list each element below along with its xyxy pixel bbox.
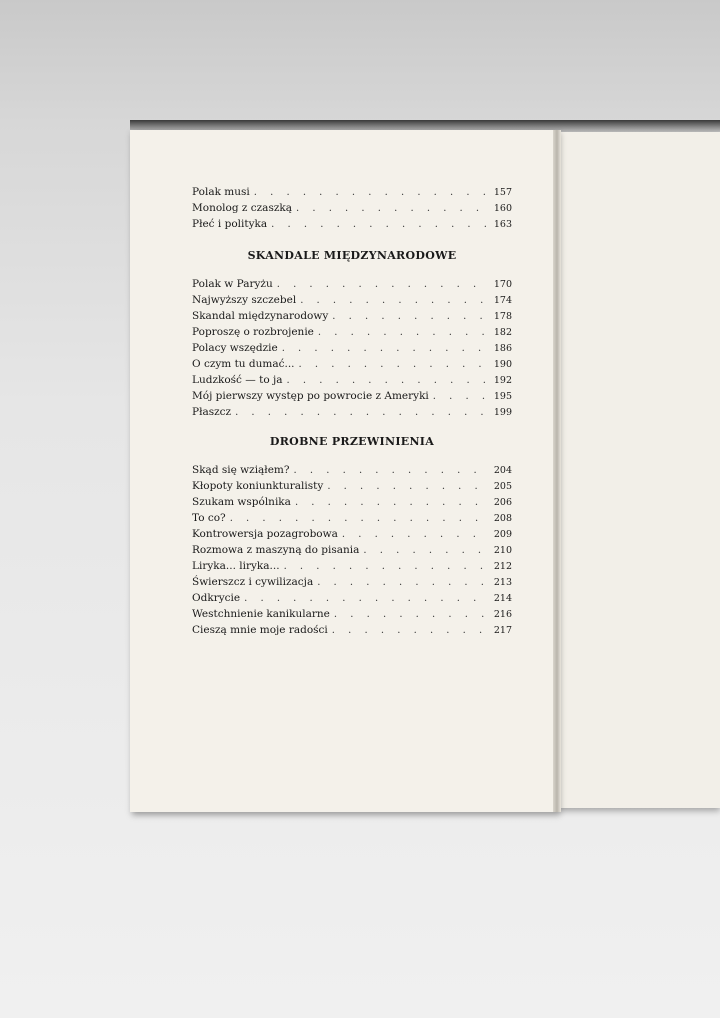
toc-entry — [192, 308, 512, 324]
toc-entry — [192, 510, 512, 526]
toc-entry-title: Szukam wspólnika — [192, 496, 291, 508]
toc-entry — [192, 542, 512, 558]
toc-entry — [192, 574, 512, 590]
toc-entry-page-number: 182 — [493, 327, 512, 338]
toc-group-1 — [192, 184, 512, 232]
dot-leader — [294, 463, 486, 479]
toc-entry-title: Monolog z czaszką — [192, 202, 292, 214]
toc-entry — [192, 494, 512, 510]
toc-entry-title: Skąd się wziąłem? — [192, 464, 290, 476]
toc-entry-title: Najwyższy szczebel — [192, 294, 297, 306]
dot-leader — [317, 575, 486, 591]
toc-entry-title: Mój pierwszy występ po powrocie z Ameryki — [192, 390, 429, 402]
toc-entry-title: Kontrowersja pozagrobowa — [192, 528, 338, 540]
toc-entry-page-number: 206 — [493, 497, 512, 508]
toc-entry — [192, 388, 512, 404]
toc-entry — [192, 526, 512, 542]
dot-leader — [277, 277, 486, 293]
toc-entry — [192, 276, 512, 292]
dot-leader — [296, 201, 486, 217]
toc-entry — [192, 606, 512, 622]
dot-leader — [235, 405, 486, 421]
dot-leader — [299, 357, 487, 373]
dot-leader — [332, 309, 486, 325]
toc-entry-title: Rozmowa z maszyną do pisania — [192, 544, 360, 556]
toc-entry-title: Cieszą mnie moje radości — [192, 624, 328, 636]
toc-entry-title: Polak musi — [192, 186, 250, 198]
toc-entry-page-number: 209 — [493, 529, 512, 540]
toc-entry-page-number: 186 — [493, 343, 512, 354]
toc-entry-page-number: 205 — [493, 481, 512, 492]
toc-entry-page-number: 217 — [493, 625, 512, 636]
toc-entry — [192, 356, 512, 372]
toc-entry-page-number: 212 — [493, 561, 512, 572]
toc-entry-page-number: 178 — [493, 311, 512, 322]
dot-leader — [284, 559, 486, 575]
toc-entry-page-number: 214 — [493, 593, 512, 604]
dot-leader — [244, 591, 486, 607]
toc-entry-page-number: 174 — [493, 295, 512, 306]
toc-entry-page-number: 163 — [493, 219, 512, 230]
toc-entry-page-number: 208 — [493, 513, 512, 524]
dot-leader — [300, 293, 486, 309]
dot-leader — [295, 495, 486, 511]
dot-leader — [332, 623, 486, 639]
table-of-contents — [192, 184, 512, 638]
toc-entry-page-number: 195 — [493, 391, 512, 402]
toc-group-3 — [192, 462, 512, 638]
toc-entry-page-number: 204 — [493, 465, 512, 476]
toc-entry-title: Płeć i polityka — [192, 218, 268, 230]
book-spine — [553, 130, 561, 812]
toc-entry-page-number: 199 — [493, 407, 512, 418]
toc-entry — [192, 622, 512, 638]
toc-entry-title: Poproszę o rozbrojenie — [192, 326, 314, 338]
toc-entry-title: To co? — [192, 512, 226, 524]
toc-entry — [192, 372, 512, 388]
toc-entry-title: Westchnienie kanikularne — [192, 608, 330, 620]
right-page — [558, 132, 720, 808]
dot-leader — [282, 341, 486, 357]
toc-entry-title: O czym tu dumać... — [192, 358, 295, 370]
toc-group-2 — [192, 276, 512, 420]
toc-entry-title: Ludzkość — to ja — [192, 374, 283, 386]
toc-entry — [192, 184, 512, 200]
dot-leader — [271, 217, 486, 233]
toc-entry — [192, 558, 512, 574]
toc-entry — [192, 590, 512, 606]
toc-entry-title: Kłopoty koniunkturalisty — [192, 480, 324, 492]
dot-leader — [318, 325, 486, 341]
toc-entry-title: Świerszcz i cywilizacja — [192, 576, 314, 588]
dot-leader — [334, 607, 486, 623]
toc-entry — [192, 216, 512, 232]
toc-entry-title: Polak w Paryżu — [192, 278, 273, 290]
dot-leader — [254, 185, 486, 201]
toc-entry — [192, 324, 512, 340]
toc-entry-page-number: 157 — [493, 187, 512, 198]
toc-entry-page-number: 210 — [493, 545, 512, 556]
toc-entry-title: Płaszcz — [192, 406, 232, 418]
toc-entry-page-number: 160 — [493, 203, 512, 214]
toc-entry-page-number: 170 — [493, 279, 512, 290]
toc-entry-title: Skandal międzynarodowy — [192, 310, 329, 322]
toc-entry-page-number: 192 — [493, 375, 512, 386]
section-heading-drobne: DROBNE PRZEWINIENIA — [269, 435, 435, 448]
dot-leader — [287, 373, 486, 389]
dot-leader — [363, 543, 486, 559]
toc-entry — [192, 478, 512, 494]
toc-entry — [192, 200, 512, 216]
toc-entry-page-number: 213 — [493, 577, 512, 588]
toc-entry-title: Polacy wszędzie — [192, 342, 278, 354]
toc-entry — [192, 292, 512, 308]
section-heading-skandale: SKANDALE MIĘDZYNARODOWE — [247, 249, 457, 262]
toc-entry-title: Odkrycie — [192, 592, 241, 604]
dot-leader — [327, 479, 486, 495]
toc-entry-page-number: 190 — [493, 359, 512, 370]
toc-entry-title: Liryka... liryka... — [192, 560, 280, 572]
toc-entry-page-number: 216 — [493, 609, 512, 620]
dot-leader — [433, 389, 486, 405]
toc-entry — [192, 340, 512, 356]
dot-leader — [342, 527, 486, 543]
dot-leader — [230, 511, 486, 527]
toc-entry — [192, 462, 512, 478]
toc-entry — [192, 404, 512, 420]
